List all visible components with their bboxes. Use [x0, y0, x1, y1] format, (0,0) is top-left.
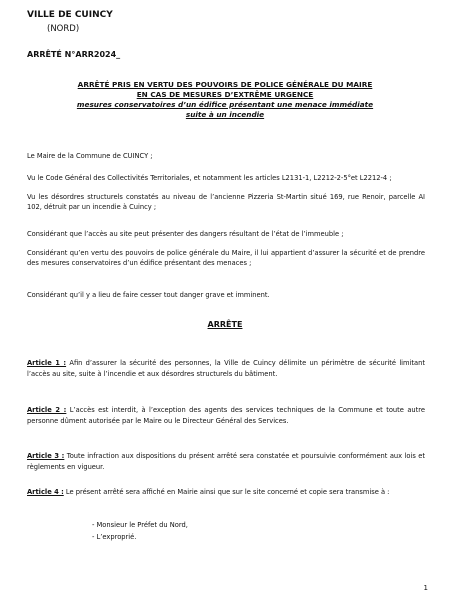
- article-3: [27, 451, 425, 472]
- intro-paragraph: Le Maire de la Commune de CUINCY ;: [27, 152, 153, 160]
- decree-heading-line-3: mesures conservatoires d’un édifice présentant une menace immédiate: [76, 100, 374, 109]
- considerant-paragraph-1: Considérant que l’accès au site peut présenter des dangers résultant de l’état de l’immeuble ;: [27, 230, 344, 238]
- article-3-label: Article 3 :: [27, 452, 65, 460]
- article-4-label: Article 4 :: [27, 488, 64, 496]
- article-1: [27, 358, 425, 379]
- article-4-text: Le présent arrêté sera affiché en Mairie ainsi que sur le site concerné et copie sera transmise à :: [63, 488, 390, 496]
- article-1-text: Afin d’assurer la sécurité des personnes, la Ville de Cuincy délimite un périmètre de sécurité limitant l’accès au site, suite à l’incendie et aux désordres structurels du bâtiment.: [27, 359, 425, 378]
- considerant-paragraph-2: Considérant qu’en vertu des pouvoirs de police générale du Maire, il lui appartient d’assurer la sécurité et de prendre des mesures conservatoires d’un édifice présentant des menaces ;: [27, 249, 425, 267]
- article-2-label: Article 2 :: [27, 406, 67, 414]
- visa-paragraph-1: Vu le Code Général des Collectivités Territoriales, et notamment les articles L2131-1, L2212-2-5°et L2212-4 ;: [27, 174, 392, 182]
- decision-title: ARRÊTE: [207, 320, 243, 329]
- recipient-item: - Monsieur le Préfet du Nord,: [92, 521, 188, 529]
- decree-heading-line-1: ARRÊTÉ PRIS EN VERTU DES POUVOIRS DE POLICE GÉNÉRALE DU MAIRE: [77, 80, 373, 89]
- article-3-text: Toute infraction aux dispositions du présent arrêté sera constatée et poursuivie conformément aux lois et règlements en vigueur.: [27, 452, 425, 471]
- decree-heading-line-2: EN CAS DE MESURES D’EXTRÊME URGENCE: [136, 90, 314, 99]
- town-name: VILLE DE CUINCY: [27, 10, 113, 20]
- recipient-list: [92, 519, 188, 543]
- decree-reference: ARRÊTÉ N°ARR2024_: [27, 50, 121, 59]
- article-1-label: Article 1 :: [27, 359, 67, 367]
- article-2: [27, 405, 425, 426]
- decree-heading-line-4: suite à un incendie: [185, 110, 265, 119]
- department-name: (NORD): [47, 24, 80, 34]
- page-number: 1: [423, 584, 428, 592]
- considerant-paragraph-3: Considérant qu’il y a lieu de faire cesser tout danger grave et imminent.: [27, 291, 270, 299]
- recipient-item: - L’exproprié.: [92, 533, 137, 541]
- article-2-text: L’accès est interdit, à l’exception des agents des services techniques de la Commune et toute autre personne dûment autorisée par le Maire ou le Directeur Général des Services.: [27, 406, 425, 425]
- visa-paragraph-2: Vu les désordres structurels constatés au niveau de l’ancienne Pizzeria St-Martin situé 169, rue Renoir, parcelle AI 102, détruit par un incendie à Cuincy ;: [27, 193, 425, 211]
- article-4: [27, 487, 425, 498]
